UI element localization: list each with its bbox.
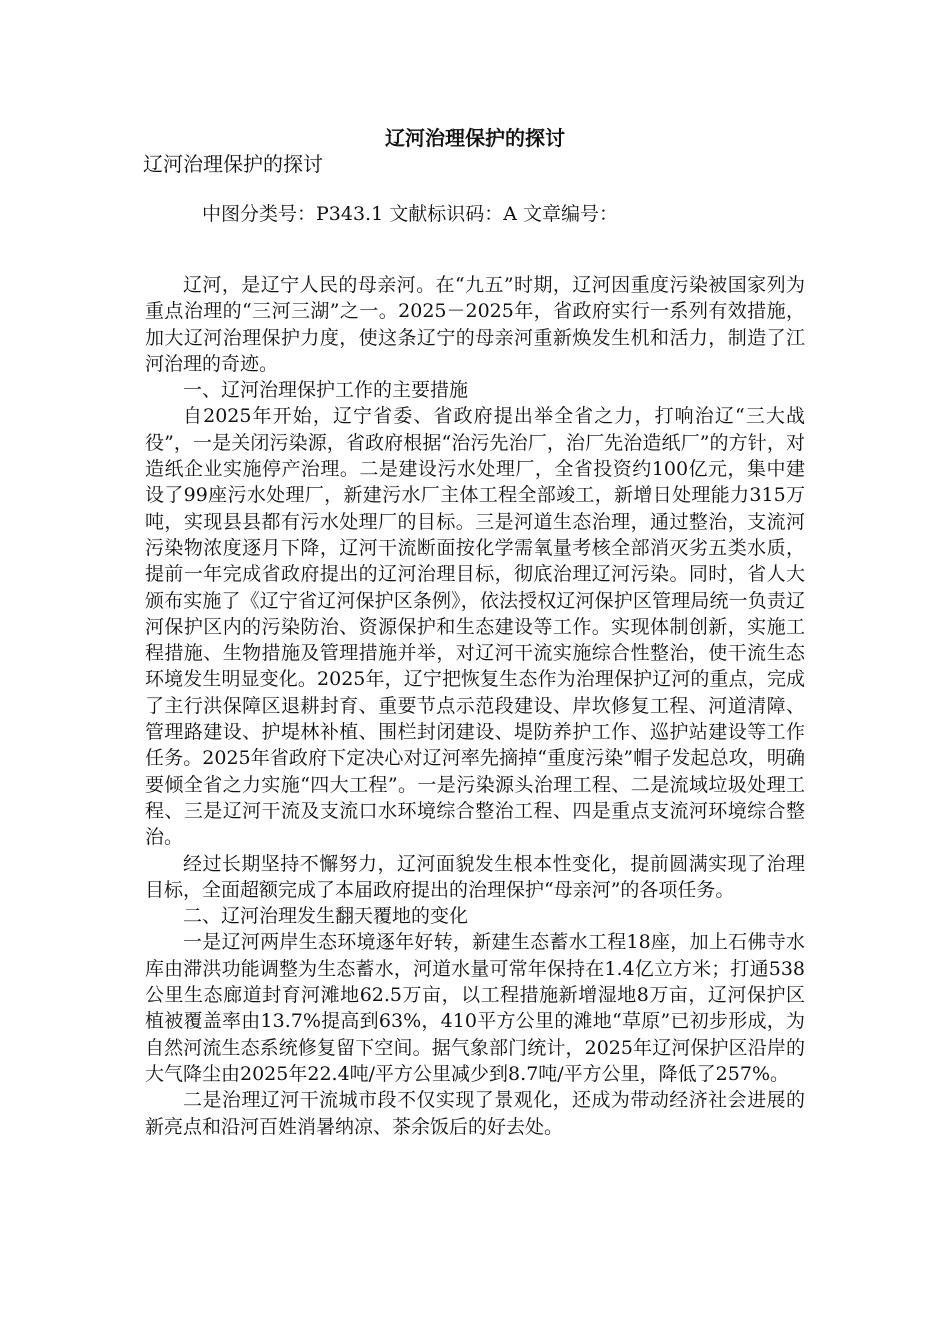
paragraph-urban: 二是治理辽河干流城市段不仅实现了景观化，还成为带动经济社会进展的新亮点和沿河百姓消暑纳凉、茶余饭后的好去处。 — [145, 1089, 805, 1138]
section-heading-measures: 一、辽河治理保护工作的主要措施 — [183, 379, 469, 402]
article-body — [145, 272, 805, 1140]
paragraph-measures: 自2025年开始，辽宁省委、省政府提出举全省之力，打响治辽“三大战役”，一是关闭污染源，省政府根据“治污先治厂，治厂先治造纸厂”的方针，对造纸企业实施停产治理。二是建设污水处理厂，全省投资约100亿元，集中建设了99座污水处理厂，新建污水厂主体工程全部竣工，新增日处理能力315万吨，实现县县都有污水处理厂的目标。三是河道生态治理，通过整治，支流河污染物浓度逐月下降，辽河干流断面按化学需氧量考核全部消灭劣五类水质，提前一年完成省政府提出的辽河治理目标，彻底治理辽河污染。同时，省人大颁布实施了《辽宁省辽河保护区条例》，依法授权辽河保护区管理局统一负责辽河保护区内的污染防治、资源保护和生态建设等工作。实现体制创新，实施工程措施、生物措施及管理措施并举，对辽河干流实施综合性整治，使干流生态环境发生明显变化。2025年，辽宁把恢复生态作为治理保护辽河的重点，完成了主行洪保障区退耕封育、重要节点示范段建设、岸坎修复工程、河道清障、管理路建设、护堤林补植、围栏封闭建设、堤防养护工作、巡护站建设等工作任务。2025年省政府下定决心对辽河率先摘掉“重度污染”帽子发起总攻，明确要倾全省之力实施“四大工程”。一是污染源头治理工程、二是流域垃圾处理工程、三是辽河干流及支流口水环境综合整治工程、四是重点支流河环境综合整治。 — [145, 405, 805, 849]
document-subtitle: 辽河治理保护的探讨 — [143, 152, 323, 176]
paragraph-results: 经过长期坚持不懈努力，辽河面貌发生根本性变化，提前圆满实现了治理目标，全面超额完成了本届政府提出的治理保护“母亲河”的各项任务。 — [145, 852, 805, 901]
classification-line: 中图分类号：P343.1 文献标识码：A 文章编号： — [202, 203, 618, 225]
paragraph-ecology: 一是辽河两岸生态环境逐年好转，新建生态蓄水工程18座，加上石佛寺水库由滞洪功能调整为生态蓄水，河道水量可常年保持在1.4亿立方米；打通538公里生态廊道封育河滩地62.5万亩，以工程措施新增湿地8万亩，辽河保护区植被覆盖率由13.7%提高到63%，410平方公里的滩地“草原”已初步形成，为自然河流生态系统修复留下空间。据气象部门统计，2025年辽河保护区沿岸的大气降尘由2025年22.4吨/平方公里减少到8.7吨/平方公里，降低了257%。 — [145, 931, 805, 1085]
document-title: 辽河治理保护的探讨 — [385, 126, 565, 150]
section-heading-changes: 二、辽河治理发生翻天覆地的变化 — [183, 905, 469, 928]
paragraph-intro: 辽河，是辽宁人民的母亲河。在“九五”时期，辽河因重度污染被国家列为重点治理的“三河三湖”之一。2025－2025年，省政府实行一系列有效措施，加大辽河治理保护力度，使这条辽宁的母亲河重新焕发生机和活力，制造了江河治理的奇迹。 — [145, 274, 805, 375]
